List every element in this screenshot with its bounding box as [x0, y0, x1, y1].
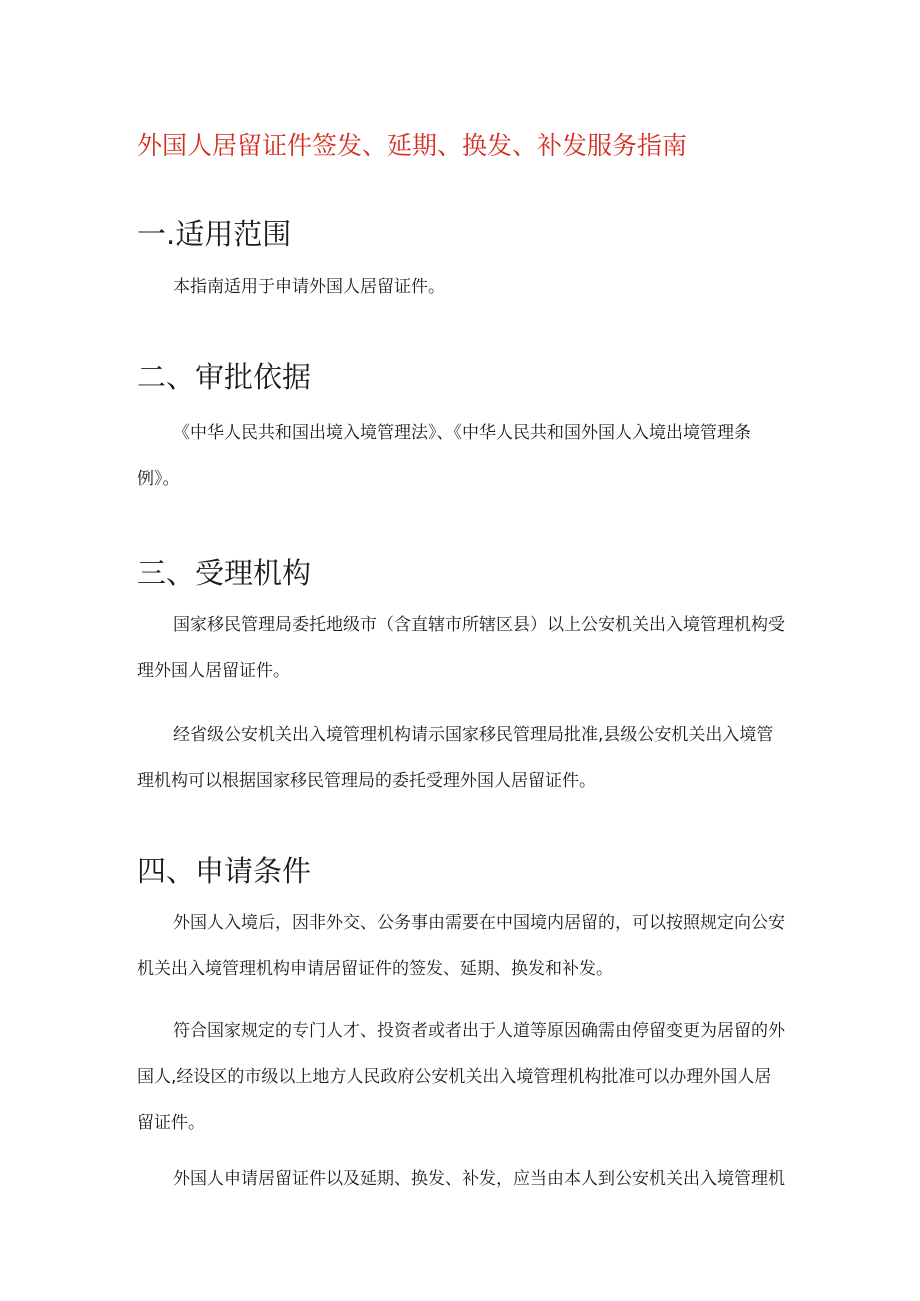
section-heading-scope: 一.适用范围 — [137, 217, 292, 251]
section-heading-conditions: 四、申请条件 — [137, 854, 312, 888]
section-paragraph: 本指南适用于申请外国人居留证件。 — [173, 277, 445, 297]
section-heading-basis: 二、审批依据 — [137, 360, 312, 394]
section-paragraph: 国家移民管理局委托地级市（含直辖市所辖区县）以上公安机关出入境管理机构受理外国人居留证件。 — [137, 615, 785, 681]
section-paragraph: 外国人申请居留证件以及延期、换发、补发，应当由本人到公安机关出入境管理机 — [173, 1169, 785, 1189]
document-title: 外国人居留证件签发、延期、换发、补发服务指南 — [137, 131, 688, 160]
section-paragraph: 《中华人民共和国出境入境管理法》、《中华人民共和国外国人入境出境管理条例》。 — [137, 423, 751, 489]
section-paragraph: 外国人入境后，因非外交、公务事由需要在中国境内居留的，可以按照规定向公安机关出入境管理机构申请居留证件的签发、延期、换发和补发。 — [137, 913, 785, 979]
section-paragraph: 符合国家规定的专门人才、投资者或者出于人道等原因确需由停留变更为居留的外国人,经设区的市级以上地方人民政府公安机关出入境管理机构批准可以办理外国人居留证件。 — [137, 1021, 785, 1133]
section-heading-agency: 三、受理机构 — [137, 556, 312, 590]
section-paragraph: 经省级公安机关出入境管理机构请示国家移民管理局批准,县级公安机关出入境管理机构可以根据国家移民管理局的委托受理外国人居留证件。 — [137, 725, 774, 791]
